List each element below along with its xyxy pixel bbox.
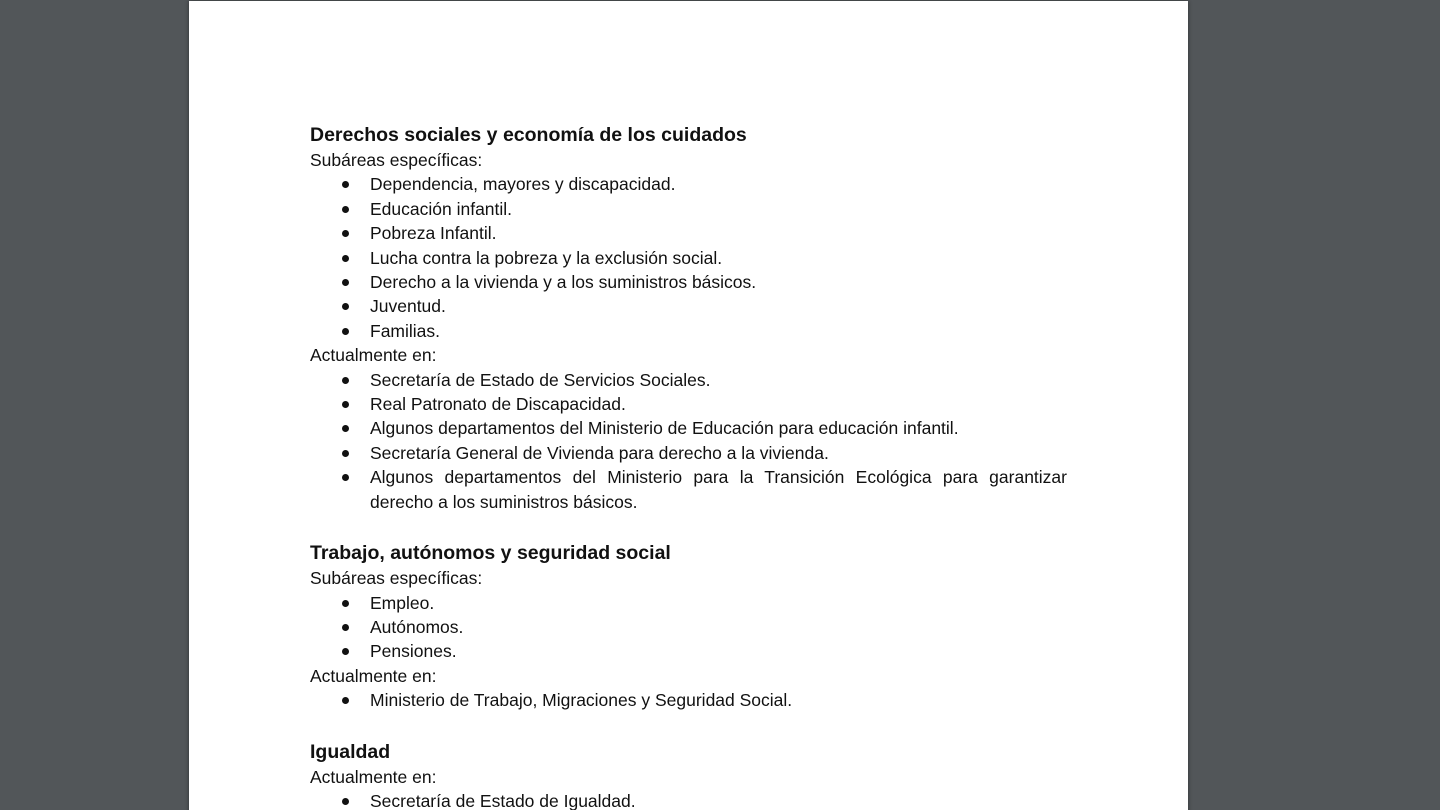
section-derechos-sociales xyxy=(310,122,1067,514)
section-spacer xyxy=(310,514,1067,540)
current-label: Actualmente en: xyxy=(310,766,437,787)
current-list xyxy=(310,368,1067,514)
current-list xyxy=(310,688,1067,712)
list-item: Autónomos. xyxy=(310,615,1067,639)
list-item: Lucha contra la pobreza y la exclusión social. xyxy=(310,246,1067,270)
current-label: Actualmente en: xyxy=(310,665,437,686)
list-item: Derecho a la vivienda y a los suministros básicos. xyxy=(310,270,1067,294)
list-item: Algunos departamentos del Ministerio de Educación para educación infantil. xyxy=(310,416,1067,440)
section-trabajo xyxy=(310,540,1067,712)
section-heading: Trabajo, autónomos y seguridad social xyxy=(310,542,671,565)
list-item: Real Patronato de Discapacidad. xyxy=(310,392,1067,416)
page-content xyxy=(310,122,1067,810)
list-item: Secretaría de Estado de Igualdad. xyxy=(310,789,1067,810)
current-label: Actualmente en: xyxy=(310,345,437,366)
list-item: Secretaría de Estado de Servicios Sociales. xyxy=(310,368,1067,392)
list-item: Familias. xyxy=(310,319,1067,343)
list-item: Pensiones. xyxy=(310,639,1067,663)
list-item: Algunos departamentos del Ministerio para la Transición Ecológica para garantizar derecho a los suministros básicos. xyxy=(310,465,1067,514)
current-list xyxy=(310,789,1067,810)
subareas-list xyxy=(310,591,1067,664)
subareas-list xyxy=(310,172,1067,343)
section-heading: Igualdad xyxy=(310,740,391,763)
list-item: Educación infantil. xyxy=(310,197,1067,221)
section-igualdad xyxy=(310,739,1067,810)
subareas-label: Subáreas específicas: xyxy=(310,568,483,589)
list-item: Juventud. xyxy=(310,294,1067,318)
list-item: Ministerio de Trabajo, Migraciones y Seguridad Social. xyxy=(310,688,1067,712)
section-spacer xyxy=(310,713,1067,739)
subareas-label: Subáreas específicas: xyxy=(310,150,483,170)
list-item: Dependencia, mayores y discapacidad. xyxy=(310,172,1067,196)
list-item: Pobreza Infantil. xyxy=(310,221,1067,245)
list-item: Secretaría General de Vivienda para derecho a la vivienda. xyxy=(310,441,1067,465)
section-heading: Derechos sociales y economía de los cuidados xyxy=(310,124,747,146)
document-page xyxy=(189,1,1188,810)
list-item: Empleo. xyxy=(310,591,1067,615)
